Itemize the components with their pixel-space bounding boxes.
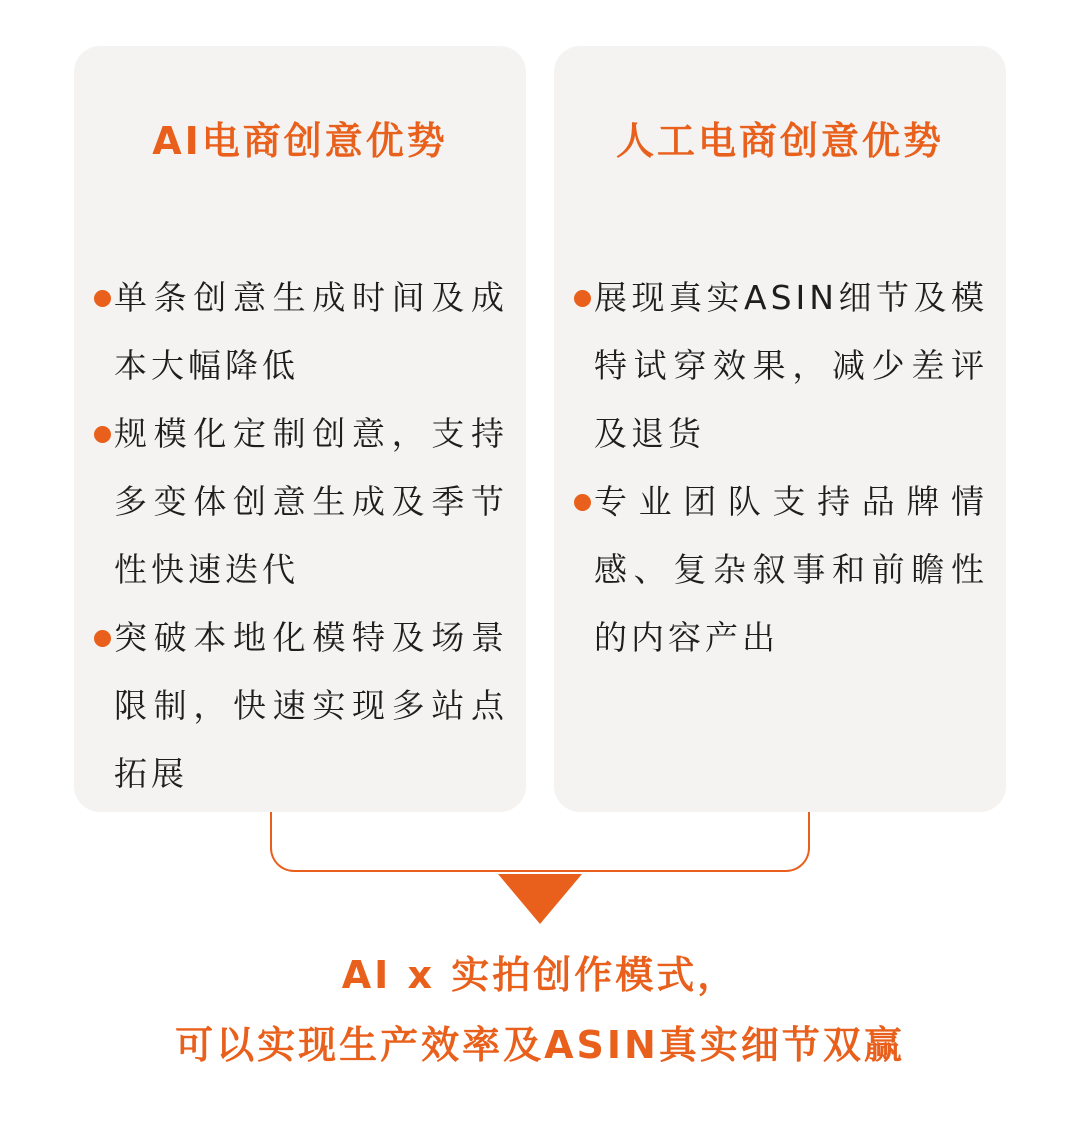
bullet-dot-icon [94, 290, 111, 307]
merge-bracket [270, 812, 810, 872]
bullet-text: 单条创意生成时间及成本大幅降低 [114, 278, 508, 385]
list-item [92, 264, 508, 400]
bullet-text: 突破本地化模特及场景限制，快速实现多站点拓展 [114, 618, 508, 793]
bullet-text: 规模化定制创意，支持多变体创意生成及季节性快速迭代 [114, 414, 508, 589]
ai-advantages-list [92, 264, 508, 808]
down-arrow-icon [498, 874, 582, 924]
bullet-dot-icon [94, 630, 111, 647]
conclusion-line-1: AI x 实拍创作模式， [341, 953, 739, 997]
list-item [572, 264, 988, 468]
ai-advantages-card [74, 46, 526, 812]
bullet-text: 展现真实ASIN细节及模特试穿效果，减少差评及退货 [594, 278, 988, 453]
human-advantages-list [572, 264, 988, 672]
human-advantages-title: 人工电商创意优势 [615, 119, 944, 163]
list-item [92, 400, 508, 604]
human-advantages-card [554, 46, 1006, 812]
bullet-text: 专业团队支持品牌情感、复杂叙事和前瞻性的内容产出 [594, 482, 988, 657]
bullet-dot-icon [574, 494, 591, 511]
bullet-dot-icon [94, 426, 111, 443]
ai-advantages-title: AI电商创意优势 [152, 119, 448, 163]
list-item [572, 468, 988, 672]
bullet-dot-icon [574, 290, 591, 307]
conclusion-line-2: 可以实现生产效率及ASIN真实细节双赢 [175, 1023, 905, 1067]
list-item [92, 604, 508, 808]
